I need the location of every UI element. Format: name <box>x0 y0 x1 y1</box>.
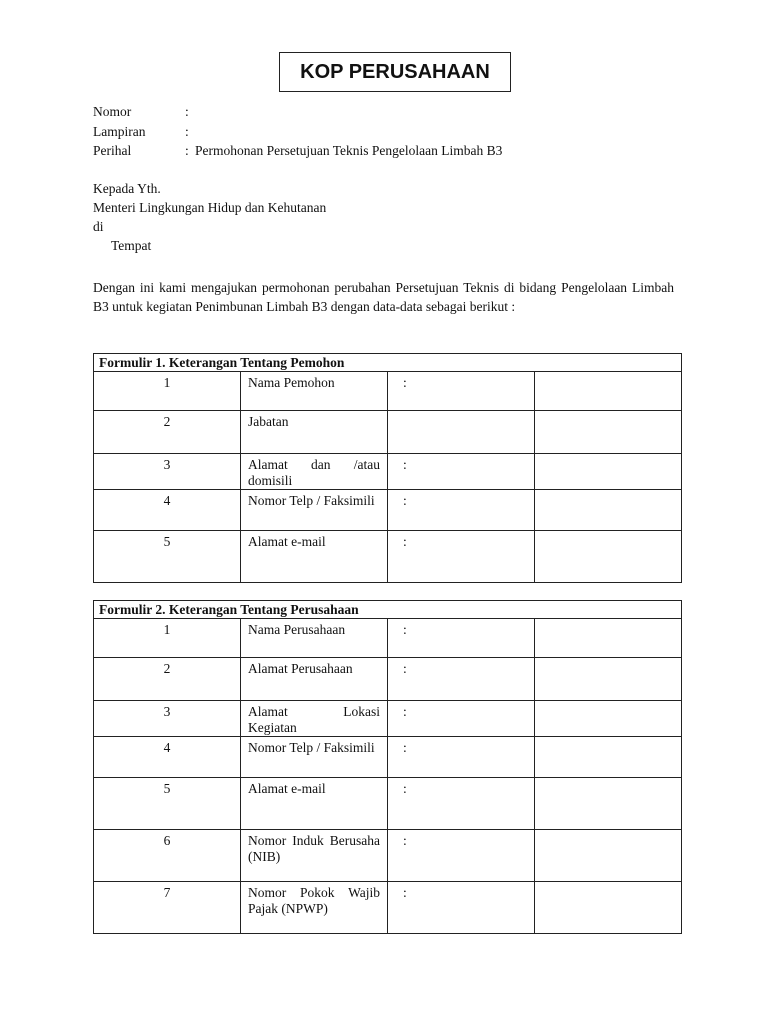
meta-colon: : <box>185 143 189 158</box>
row-label: Alamat e-mail <box>241 531 388 583</box>
value-field[interactable] <box>535 830 682 882</box>
table-row <box>94 830 682 882</box>
address-line: di <box>93 219 104 234</box>
row-colon: : <box>388 490 535 531</box>
table-row <box>94 490 682 531</box>
table-row <box>94 658 682 701</box>
meta-label: Perihal <box>93 143 132 158</box>
row-colon: : <box>388 737 535 778</box>
row-label-line: Nomor Induk Berusaha <box>248 833 380 848</box>
value-field[interactable] <box>535 658 682 701</box>
value-field[interactable] <box>535 372 682 411</box>
address-line: Tempat <box>111 238 152 253</box>
row-label <box>241 454 388 490</box>
row-label: Nomor Telp / Faksimili <box>241 490 388 531</box>
form-2-table <box>93 600 682 934</box>
address-line: Kepada Yth. <box>93 181 161 196</box>
row-label-line: Alamat Lokasi <box>248 704 380 719</box>
row-label-line: Alamat dan /atau <box>248 457 380 472</box>
value-field[interactable] <box>535 701 682 737</box>
form-2-title: Formulir 2. Keterangan Tentang Perusahaan <box>94 601 682 619</box>
value-field[interactable] <box>535 778 682 830</box>
row-colon: : <box>388 778 535 830</box>
value-field[interactable] <box>535 490 682 531</box>
row-colon: : <box>388 701 535 737</box>
row-label: Alamat e-mail <box>241 778 388 830</box>
row-colon: : <box>388 531 535 583</box>
row-label: Nama Pemohon <box>241 372 388 411</box>
intro-paragraph: Dengan ini kami mengajukan permohonan perubahan Persetujuan Teknis di bidang Pengelolaan Limbah B3 untuk kegiatan Penimbunan Limbah B3 dengan data-data sebagai berikut : <box>93 280 674 314</box>
row-number: 4 <box>94 737 241 778</box>
form-1-title: Formulir 1. Keterangan Tentang Pemohon <box>94 354 682 372</box>
value-field[interactable] <box>535 411 682 454</box>
address-line: Menteri Lingkungan Hidup dan Kehutanan <box>93 200 327 215</box>
row-label: Alamat Perusahaan <box>241 658 388 701</box>
table-row <box>94 454 682 490</box>
table-row <box>94 372 682 411</box>
row-label: Nama Perusahaan <box>241 619 388 658</box>
value-field[interactable] <box>535 531 682 583</box>
row-colon: : <box>388 454 535 490</box>
row-number: 7 <box>94 882 241 934</box>
row-label-line: Nomor Pokok Wajib <box>248 885 380 900</box>
row-number: 4 <box>94 490 241 531</box>
row-label: Nomor Telp / Faksimili <box>241 737 388 778</box>
row-colon: : <box>388 619 535 658</box>
table-row <box>94 778 682 830</box>
row-label <box>241 701 388 737</box>
letterhead-placeholder: KOP PERUSAHAAN <box>279 52 511 92</box>
table-row <box>94 619 682 658</box>
row-colon: : <box>388 658 535 701</box>
table-row <box>94 882 682 934</box>
meta-colon: : <box>185 124 189 139</box>
meta-label: Nomor <box>93 104 132 119</box>
form-1-table <box>93 353 682 583</box>
row-label-line: Pajak (NPWP) <box>248 901 328 916</box>
value-field[interactable] <box>535 619 682 658</box>
meta-value: Permohonan Persetujuan Teknis Pengelolaan Limbah B3 <box>195 143 503 158</box>
row-number: 3 <box>94 454 241 490</box>
row-colon: : <box>388 372 535 411</box>
table-row <box>94 531 682 583</box>
row-number: 5 <box>94 778 241 830</box>
row-label-line: domisili <box>248 473 293 488</box>
meta-colon: : <box>185 104 189 119</box>
row-number: 1 <box>94 619 241 658</box>
table-row <box>94 737 682 778</box>
row-colon <box>388 411 535 454</box>
meta-label: Lampiran <box>93 124 146 139</box>
table-row <box>94 411 682 454</box>
table-row <box>94 701 682 737</box>
row-label <box>241 830 388 882</box>
row-label-line: (NIB) <box>248 849 281 864</box>
row-number: 1 <box>94 372 241 411</box>
row-number: 2 <box>94 411 241 454</box>
row-label: Jabatan <box>241 411 388 454</box>
row-number: 2 <box>94 658 241 701</box>
row-label <box>241 882 388 934</box>
row-colon: : <box>388 830 535 882</box>
row-number: 3 <box>94 701 241 737</box>
row-label-line: Kegiatan <box>248 720 297 735</box>
value-field[interactable] <box>535 454 682 490</box>
row-colon: : <box>388 882 535 934</box>
row-number: 6 <box>94 830 241 882</box>
value-field[interactable] <box>535 737 682 778</box>
row-number: 5 <box>94 531 241 583</box>
value-field[interactable] <box>535 882 682 934</box>
